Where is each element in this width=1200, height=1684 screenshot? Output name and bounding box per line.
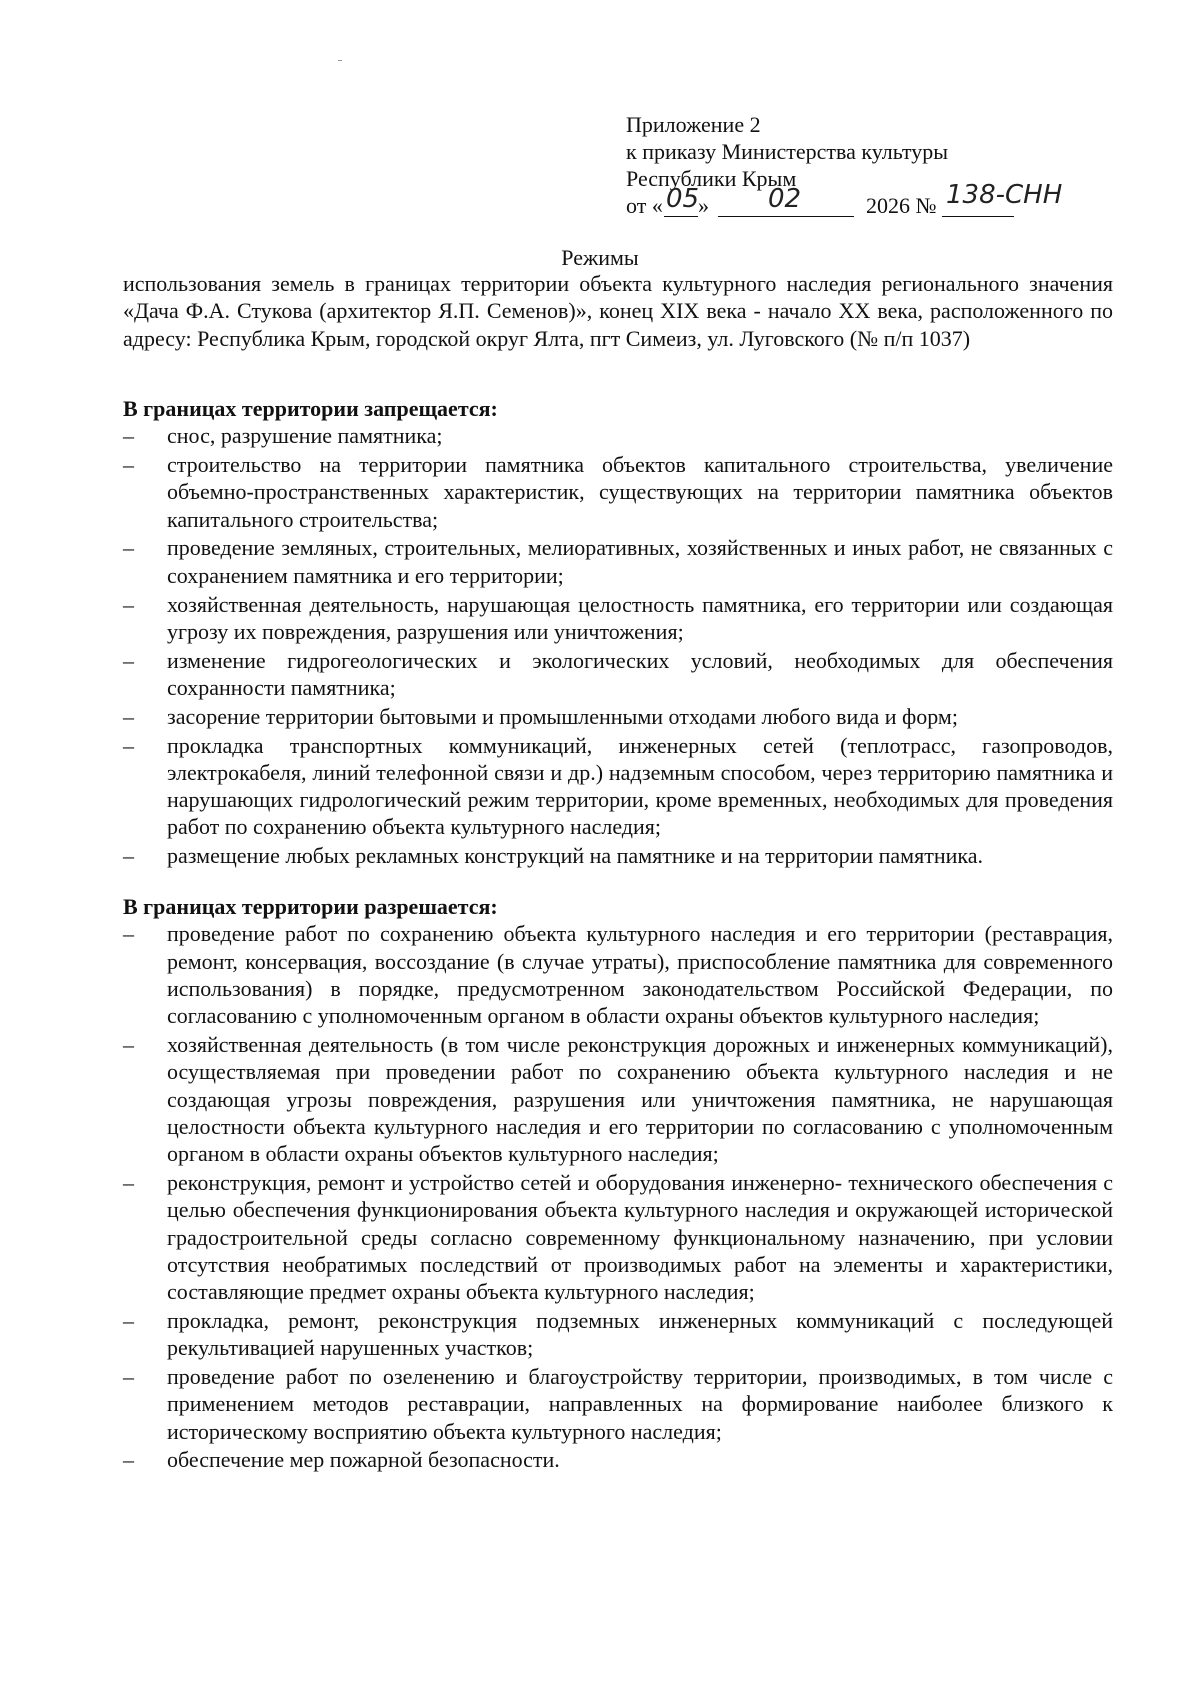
- dash-marker: –: [123, 647, 134, 673]
- dash-marker: –: [123, 1031, 134, 1057]
- list-item: – реконструкция, ремонт и устройство сетей и оборудования инженерно- технического обеспечения с целью обеспечения функционирования объекта культурного наследия и окружающей исторической градостроительной среды согласно современному функциональному назначению, при условии отсутствия необратимых последствий от производимых работ на элементы и характеристики, составляющие предмет охраны объекта культурного наследия;: [123, 1169, 1113, 1305]
- appendix-label: Приложение 2: [626, 112, 761, 137]
- dash-marker: –: [123, 591, 134, 617]
- dash-marker: –: [123, 1364, 134, 1390]
- dash-marker: –: [123, 1307, 134, 1333]
- republic-name: Республики Крым: [626, 166, 797, 191]
- list-item: – строительство на территории памятника объектов капитального строительства, увеличение объемно-пространственных характеристик, существующих на территории памятника объектов капитального строительства;: [123, 452, 1113, 532]
- allowed-section: [123, 893, 1113, 1475]
- list-item: – снос, разрушение памятника;: [123, 423, 443, 449]
- allowed-list: [123, 920, 1113, 1473]
- date-month-handwritten: 02: [768, 184, 802, 214]
- order-reference: к приказу Министерства культуры: [626, 139, 949, 164]
- list-item: – обеспечение мер пожарной безопасности.: [123, 1447, 560, 1473]
- dash-marker: –: [123, 1447, 134, 1473]
- dash-marker: –: [123, 423, 134, 449]
- order-number-handwritten: 138-СНН: [946, 180, 1063, 210]
- date-month-underline: [718, 216, 854, 217]
- intro-paragraph: использования земель в границах территории объекта культурного наследия регионального значения «Дача Ф.А. Стукова (архитектор Я.П. Семенов)», конец XIX века - начало XX века, расположенного по адресу: Республика Крым, городской округ Ялта, пгт Симеиз, ул. Луговского (№ п/п 1037): [123, 271, 1113, 351]
- list-item: – изменение гидрогеологических и экологических условий, необходимых для обеспечения сохранности памятника;: [123, 647, 1113, 700]
- dash-marker: –: [123, 1169, 134, 1195]
- dash-marker: –: [123, 843, 134, 869]
- date-prefix: от «: [626, 193, 663, 218]
- appendix-header: [626, 111, 1063, 222]
- order-number-underline: [942, 216, 1014, 217]
- dash-marker: –: [123, 452, 134, 478]
- list-item: – хозяйственная деятельность (в том числе реконструкция дорожных и инженерных коммуникаций), осуществляемая при проведении работ по сохранению объекта культурного наследия и не создающая угрозы повреждения, разрушения или уничтожения памятника, не нарушающая целостности объекта культурного наследия и его территории по согласованию с уполномоченным органом в области охраны объектов культурного наследия;: [123, 1031, 1113, 1167]
- list-item: – проведение земляных, строительных, мелиоративных, хозяйственных и иных работ, не связанных с сохранением памятника и его территории;: [123, 535, 1113, 588]
- list-item: – прокладка, ремонт, реконструкция подземных инженерных коммуникаций с последующей рекультивацией нарушенных участков;: [123, 1307, 1113, 1361]
- dash-marker: –: [123, 921, 134, 947]
- prohibited-list: [123, 422, 1113, 869]
- scan-speck: [338, 60, 342, 61]
- list-item: – хозяйственная деятельность, нарушающая целостность памятника, его территории или создающая угрозу их повреждения, разрушения или уничтожения;: [123, 591, 1113, 644]
- list-item: – засорение территории бытовыми и промышленными отходами любого вида и форм;: [123, 703, 958, 729]
- allowed-heading: В границах территории разрешается:: [123, 894, 498, 919]
- prohibited-heading: В границах территории запрещается:: [123, 396, 498, 421]
- prohibited-section: [123, 395, 1113, 871]
- date-year: 2026 №: [866, 193, 937, 218]
- date-day-close: »: [698, 193, 709, 218]
- dash-marker: –: [123, 535, 134, 561]
- dash-marker: –: [123, 703, 134, 729]
- list-item: – размещение любых рекламных конструкций на памятнике и на территории памятника.: [123, 843, 983, 869]
- document-title: Режимы: [561, 245, 639, 270]
- intro-block: [123, 270, 1113, 352]
- date-day-handwritten: 05: [666, 184, 700, 214]
- order-date-line: [626, 180, 1063, 222]
- list-item: – прокладка транспортных коммуникаций, инженерных сетей (теплотрасс, газопроводов, электрокабеля, линий телефонной связи и др.) надземным способом, через территорию памятника и нарушающих гидрологический режим территории, кроме временных, необходимых для проведения работ по сохранению объекта культурного наследия;: [123, 732, 1113, 840]
- list-item: – проведение работ по сохранению объекта культурного наследия и его территории (реставрация, ремонт, консервация, воссоздание (в случае утраты), приспособление памятника для современного использования) в порядке, предусмотренном законодательством Российской Федерации, по согласованию с уполномоченным органом в области охраны объектов культурного наследия;: [123, 921, 1113, 1029]
- date-day-underline: [664, 216, 698, 217]
- list-item: – проведение работ по озеленению и благоустройству территории, производимых, в том числе с применением методов реставрации, направленных на формирование наиболее близкого к историческому восприятию объекта культурного наследия;: [123, 1364, 1113, 1444]
- dash-marker: –: [123, 732, 134, 758]
